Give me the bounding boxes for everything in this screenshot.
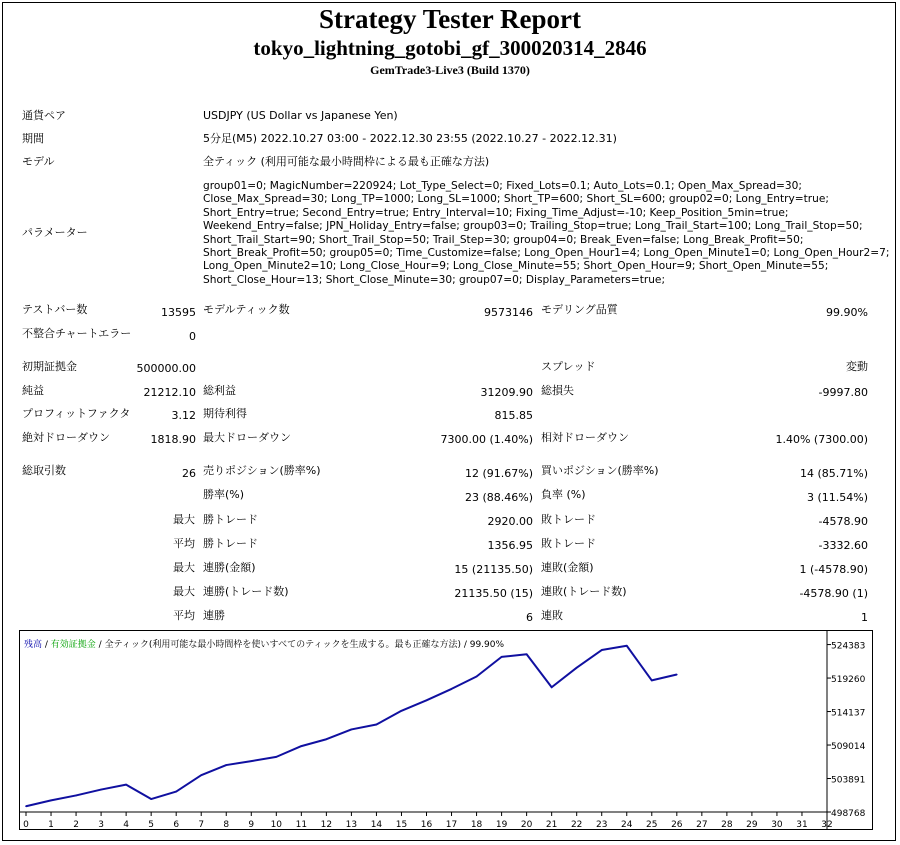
expected-payoff-label: 期待利得 [203, 407, 247, 420]
balance-point [401, 710, 403, 712]
max-prefix-2: 最大 [173, 561, 195, 574]
x-tick-label: 23 [595, 820, 608, 830]
cons-loss-label: 連敗(トレード数) [541, 585, 627, 598]
symbol-value: USDJPY (US Dollar vs Japanese Yen) [203, 109, 398, 122]
balance-point [25, 805, 27, 807]
deposit-label: 初期証拠金 [22, 360, 77, 373]
legend-quality: 99.90% [469, 640, 505, 650]
ea-name: tokyo_lightning_gotobi_gf_300020314_2846 [253, 36, 647, 60]
avg-loss-label: 敗トレード [541, 537, 596, 550]
x-tick-label: 20 [520, 820, 533, 830]
max-prefix: 最大 [173, 513, 195, 526]
max-win-label: 勝トレード [203, 513, 258, 526]
x-tick-label: 16 [420, 820, 433, 830]
abs-drawdown-label: 絶対ドローダウン [22, 431, 110, 444]
x-tick-label: 26 [671, 820, 683, 830]
win-rate-label: 勝率(%) [203, 488, 245, 501]
report-title: Strategy Tester Report [319, 4, 581, 34]
long-positions-value: 14 (85.71%) [799, 467, 868, 480]
balance-point [676, 674, 678, 676]
y-tick-label: 524383 [831, 641, 866, 652]
x-tick-label: 27 [696, 820, 708, 830]
avg-win-value: 1356.95 [487, 539, 533, 552]
mismatch-value: 0 [189, 330, 196, 343]
cons-losses-label: 連敗(金額) [541, 561, 594, 574]
x-tick-label: 25 [646, 820, 658, 830]
symbol-label: 通貨ペア [22, 109, 66, 122]
win-rate-value: 23 (88.46%) [464, 491, 533, 504]
y-tick-label: 514137 [831, 708, 866, 719]
balance-point [326, 738, 328, 740]
balance-point [301, 745, 303, 747]
balance-point [451, 688, 453, 690]
x-tick-label: 14 [370, 820, 383, 830]
avg-loss-value: -3332.60 [818, 539, 868, 552]
x-tick-label: 24 [621, 820, 633, 830]
x-tick-label: 1 [48, 820, 54, 830]
balance-point [576, 667, 578, 669]
x-tick-label: 2 [73, 820, 79, 830]
params-value: group01=0; MagicNumber=220924; Lot_Type_Select=0; Fixed_Lots=0.1; Auto_Lots=0.1; Open_Max_Spread=30; Close_Max_Spread=30; Long_TP=1000; Long_SL=1000; Short_TP=600; Short_SL=600; group02=0; Long_Entry=true; Short_Entry=true; Second_Entry=true; Entry_Interval=10; Fixing_Time_Adjust=-10; Keep_Position_5min=true; Weekend_Entry=false; JPN_Holiday_Entry=false; group03=0; Trailing_Stop=true; Long_Trail_Start=100; Long_Trail_Stop=50; Short_Trail_Start=90; Short_Trail_Stop=50; Trail_Step=30; group04=0; Break_Even=false; Long_Break_Profit=50; Short_Break_Profit=50; group05=0; Time_Customize=false; Long_Open_Hour1=4; Long_Open_Minute1=0; Long_Open_Hour2=7; Long_Open_Minute2=10; Long_Close_Hour=9; Long_Close_Minute=55; Short_Open_Hour=9; Short_Open_Minute=55; Short_Close_Hour=13; Short_Close_Minute=30; group07=0; Display_Parameters=true; [203, 180, 890, 286]
net-profit-value: 21212.10 [143, 386, 196, 399]
x-tick-label: 22 [570, 820, 583, 830]
x-tick-label: 28 [721, 820, 733, 830]
balance-point [476, 676, 478, 678]
x-tick-label: 19 [495, 820, 508, 830]
x-tick-label: 30 [771, 820, 783, 830]
expected-payoff-value: 815.85 [494, 409, 533, 422]
x-tick-label: 15 [395, 820, 408, 830]
balance-point [351, 729, 353, 731]
balance-point [100, 789, 102, 791]
x-tick-label: 7 [198, 820, 205, 830]
balance-point [601, 649, 603, 651]
max-drawdown-label: 最大ドローダウン [203, 431, 291, 444]
y-tick-label: 503891 [831, 775, 866, 786]
balance-point [125, 784, 127, 786]
x-tick-label: 8 [223, 820, 230, 830]
profit-factor-value: 3.12 [171, 409, 196, 422]
x-tick-label: 10 [270, 820, 283, 830]
balance-point [526, 653, 528, 655]
net-profit-label: 純益 [22, 384, 44, 397]
legend-sep-3: / [460, 640, 470, 650]
chart-legend [24, 637, 504, 650]
chart-border [20, 631, 873, 830]
balance-point [501, 656, 503, 658]
avg-prefix-2: 平均 [173, 609, 195, 622]
legend-sep-1: / [42, 640, 51, 650]
cons-wins-label: 連勝(金額) [203, 561, 256, 574]
cons-loss-value: -4578.90 (1) [799, 587, 868, 600]
model-value: 全ティック (利用可能な最小時間枠による最も正確な方法) [203, 155, 490, 168]
max-drawdown-value: 7300.00 (1.40%) [440, 433, 533, 446]
x-tick-label: 6 [173, 820, 180, 830]
y-tick-label: 519260 [831, 675, 866, 686]
x-tick-label: 31 [796, 820, 808, 830]
x-tick-label: 5 [148, 820, 155, 830]
gross-loss-label: 総損失 [541, 384, 574, 397]
gross-profit-value: 31209.90 [480, 386, 533, 399]
bars-label: テストバー数 [22, 303, 88, 316]
total-trades-label: 総取引数 [22, 464, 66, 477]
gross-profit-label: 総利益 [203, 384, 236, 397]
legend-mode: 全ティック(利用可能な最小時間枠を使いすべてのティックを生成する。最も正確な方法) [104, 640, 461, 650]
max-loss-value: -4578.90 [818, 515, 868, 528]
x-tick-label: 4 [123, 820, 129, 830]
cons-losses-value: 1 (-4578.90) [799, 563, 868, 576]
balance-point [225, 764, 227, 766]
cons-wins-value: 15 (21135.50) [454, 563, 533, 576]
mismatch-label: 不整合チャートエラー [22, 327, 132, 340]
balance-point [200, 774, 202, 776]
short-positions-value: 12 (91.67%) [464, 467, 533, 480]
balance-point [626, 645, 628, 647]
gross-loss-value: -9997.80 [818, 386, 868, 399]
balance-chart-svg [19, 630, 873, 830]
quality-value: 99.90% [826, 306, 868, 319]
max-prefix-3: 最大 [173, 585, 195, 598]
bars-value: 13595 [161, 306, 196, 319]
short-positions-label: 売りポジション(勝率%) [203, 464, 321, 477]
x-tick-label: 17 [445, 820, 458, 830]
ticks-label: モデルティック数 [203, 303, 290, 316]
spread-label: スプレッド [541, 360, 596, 373]
total-trades-value: 26 [182, 467, 196, 480]
balance-point [250, 760, 252, 762]
balance-point [551, 686, 553, 688]
avg-cons-wins-value: 6 [526, 611, 533, 624]
rel-drawdown-label: 相対ドローダウン [541, 431, 629, 444]
x-tick-label: 0 [23, 820, 29, 830]
legend-equity: 有効証拠金 [50, 640, 96, 650]
long-positions-label: 買いポジション(勝率%) [541, 464, 659, 477]
avg-cons-wins-label: 連勝 [203, 609, 225, 622]
balance-point [651, 680, 653, 682]
params-label: パラメーター [22, 226, 88, 239]
x-tick-label: 12 [320, 820, 333, 830]
x-tick-label: 21 [545, 820, 558, 830]
avg-prefix: 平均 [173, 537, 195, 550]
avg-win-label: 勝トレード [203, 537, 258, 550]
ticks-value: 9573146 [484, 306, 533, 319]
legend-sep-2: / [95, 640, 105, 650]
loss-rate-value: 3 (11.54%) [806, 491, 868, 504]
max-loss-label: 敗トレード [541, 513, 596, 526]
quality-label: モデリング品質 [541, 303, 618, 316]
legend-balance: 残高 [24, 640, 43, 650]
max-win-value: 2920.00 [487, 515, 533, 528]
balance-point [50, 800, 52, 802]
deposit-value: 500000.00 [136, 362, 196, 375]
server-build: GemTrade3-Live3 (Build 1370) [370, 63, 530, 77]
profit-factor-label: プロフィットファクタ [22, 407, 131, 420]
balance-point [376, 724, 378, 726]
cons-profit-label: 連勝(トレード数) [203, 585, 289, 598]
balance-point [150, 798, 152, 800]
loss-rate-label: 負率 (%) [541, 488, 586, 501]
x-tick-label: 29 [746, 820, 758, 830]
y-tick-label: 498768 [831, 809, 866, 819]
period-value: 5分足(M5) 2022.10.27 03:00 - 2022.12.30 23:55 (2022.10.27 - 2022.12.31) [203, 132, 617, 145]
balance-point [75, 795, 77, 797]
x-tick-label: 18 [470, 820, 483, 830]
balance-point [426, 700, 428, 702]
spread-value: 変動 [846, 360, 868, 373]
model-label: モデル [22, 155, 55, 168]
balance-point [175, 791, 177, 793]
x-tick-label: 3 [98, 820, 104, 830]
x-tick-label: 13 [345, 820, 358, 830]
x-tick-label: 32 [821, 820, 833, 830]
y-tick-label: 509014 [831, 742, 866, 753]
rel-drawdown-value: 1.40% (7300.00) [775, 433, 868, 446]
period-label: 期間 [22, 132, 44, 145]
balance-chart [19, 630, 873, 830]
x-tick-label: 9 [248, 820, 255, 830]
balance-point [276, 756, 278, 758]
cons-profit-value: 21135.50 (15) [454, 587, 533, 600]
avg-cons-losses-value: 1 [861, 611, 868, 624]
abs-drawdown-value: 1818.90 [150, 433, 196, 446]
x-tick-label: 11 [295, 820, 308, 830]
avg-cons-losses-label: 連敗 [541, 609, 563, 622]
